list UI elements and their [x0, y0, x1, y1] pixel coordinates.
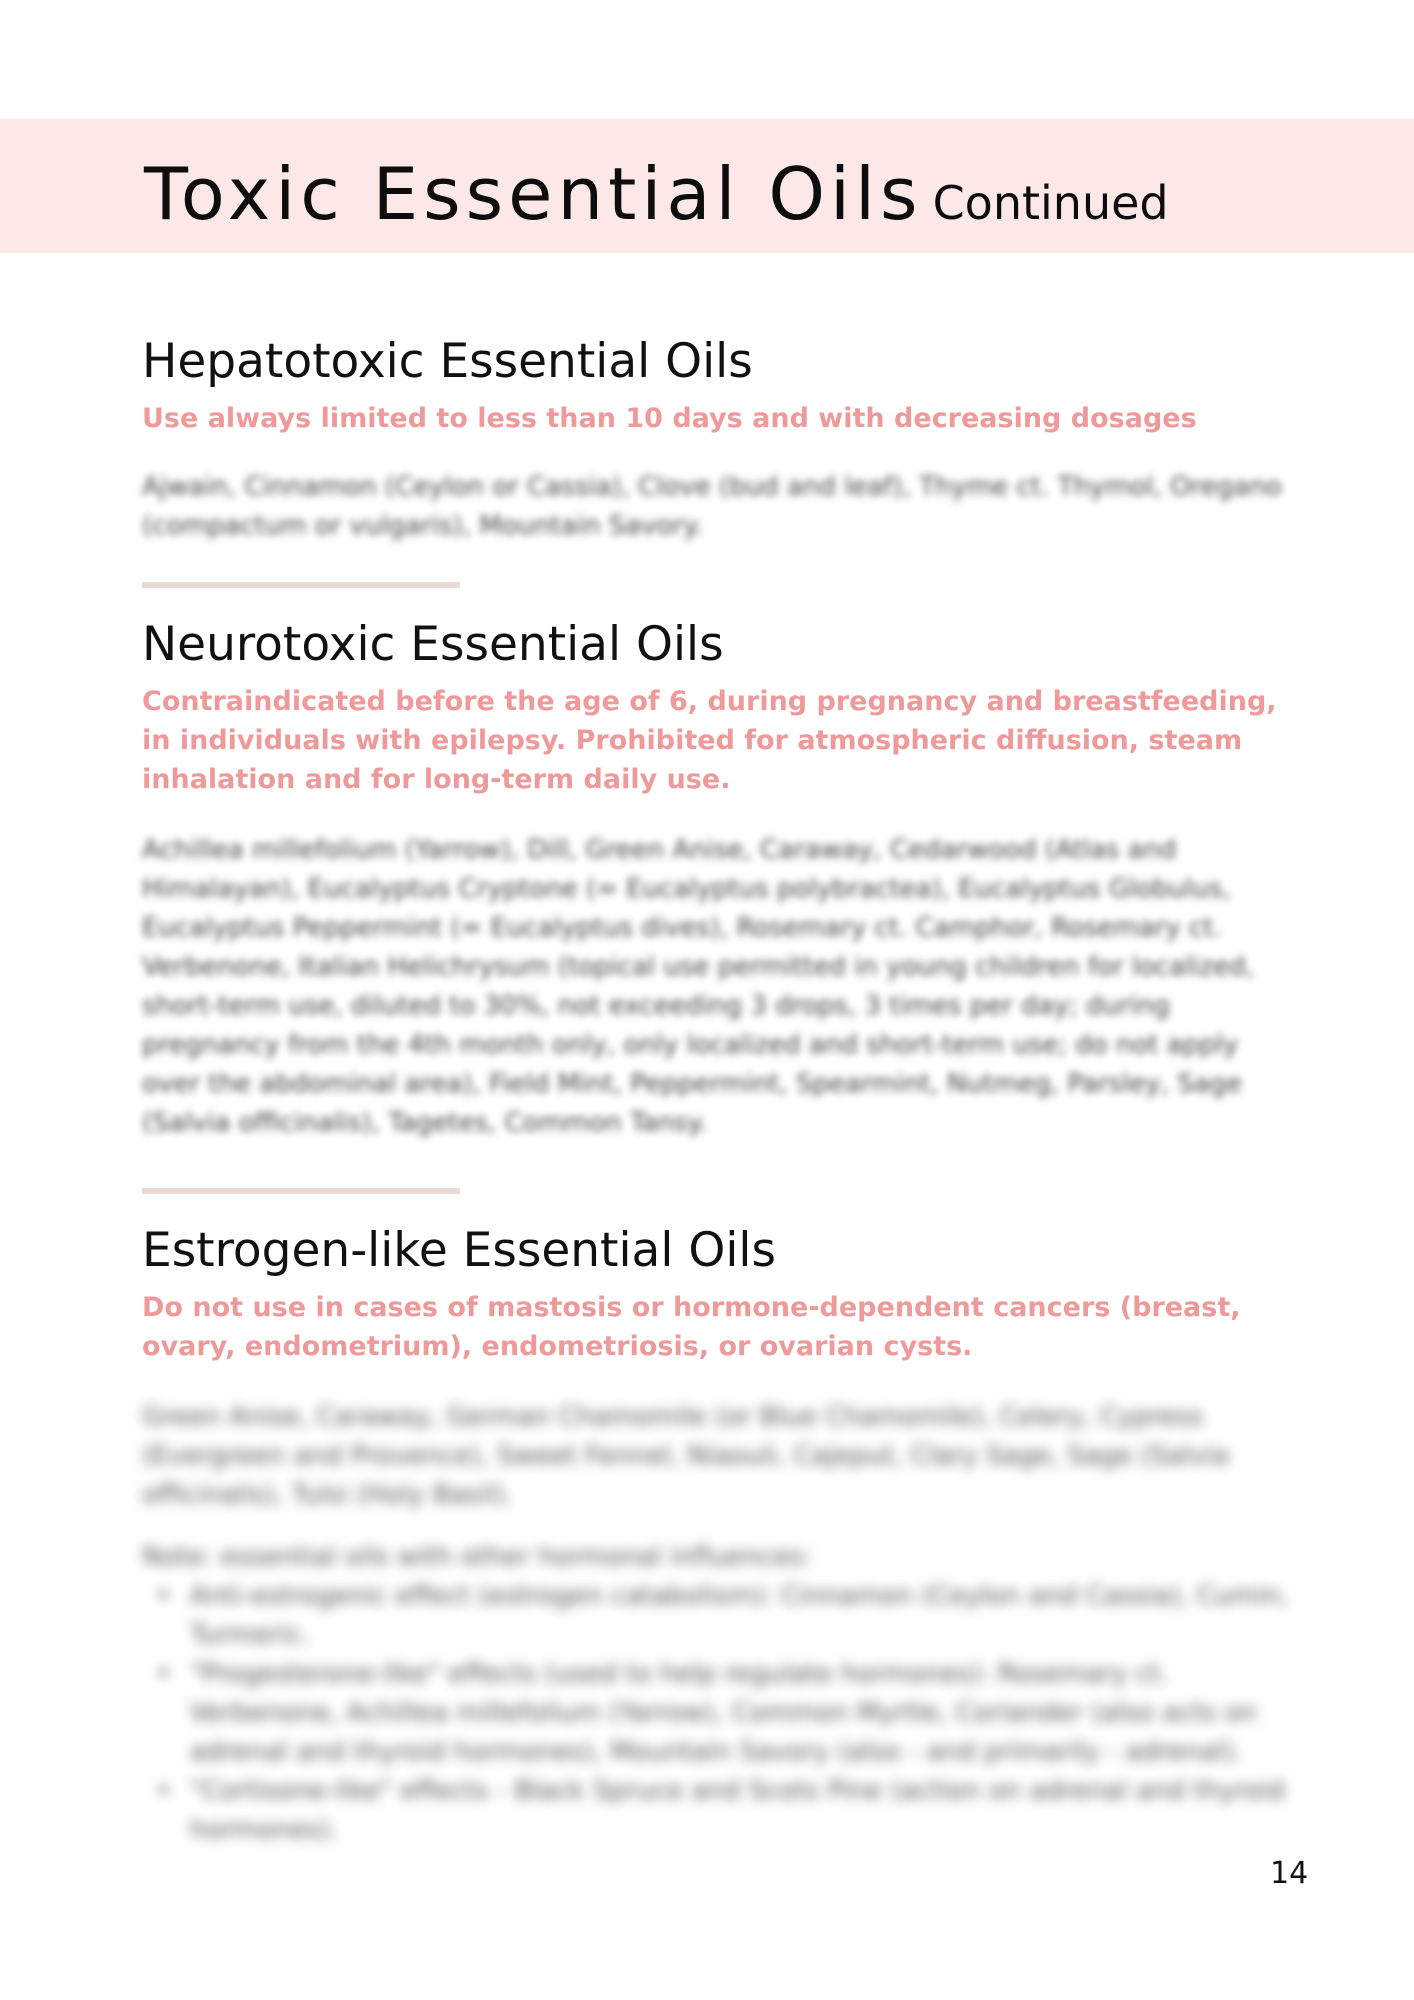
page-number: 14: [1270, 1856, 1309, 1891]
section-hepatotoxic: [142, 333, 1292, 546]
section-heading: Neurotoxic Essential Oils: [142, 617, 724, 672]
list-item: • "Progesterone-like" effects (used to help regulate hormones): Rosemary ct. Verbenone, Achillea millefolium (Yarrow), Common Myrtle, Coriander (also acts on adrenal and thyroid hormones), Mountain Savory (also - and primarily - adrenal).: [142, 1655, 1292, 1772]
section-divider: [142, 582, 460, 588]
section-neurotoxic: [142, 616, 1292, 1143]
hormonal-influences: [142, 1538, 1292, 1850]
page-title-subtitle: Continued: [932, 176, 1169, 230]
section-warning: Use always limited to less than 10 days and with decreasing dosages: [142, 403, 1197, 434]
page-title: [144, 152, 1169, 236]
section-body: Achillea millefolium (Yarrow), Dill, Green Anise, Caraway, Cedarwood (Atlas and Himalayan), Eucalyptus Cryptone (= Eucalyptus polybractea), Eucalyptus Globulus, Eucalyptus Peppermint (= Eucalyptus dives), Rosemary ct. Camphor, Rosemary ct. Verbenone, Italian Helichrysum (topical use permitted in young children for localized, short-term use, diluted to 30%, not exceeding 3 drops, 3 times per day; during pregnancy from the 4th month only, only localized and short-term use; do not apply over the abdominal area), Field Mint, Peppermint, Spearmint, Nutmeg, Parsley, Sage (Salvia officinalis), Tagetes, Common Tansy.: [142, 835, 1254, 1138]
section-body: Green Anise, Caraway, German Chamomile (or Blue Chamomile), Celery, Cypress (Evergreen and Provence), Sweet Fennel, Niaouli, Cajeput, Clary Sage, Sage (Salvia officinalis), Tulsi (Holy Basil).: [142, 1402, 1229, 1510]
section-body: Ajwain, Cinnamon (Ceylon or Cassia), Clove (bud and leaf), Thyme ct. Thymol, Oregano (compactum or vulgaris), Mountain Savory.: [142, 472, 1282, 541]
section-heading: Estrogen-like Essential Oils: [142, 1223, 776, 1278]
section-heading: Hepatotoxic Essential Oils: [142, 334, 753, 389]
page-title-main: Toxic Essential Oils: [144, 152, 923, 236]
hormonal-influences-list: [142, 1577, 1292, 1850]
hormonal-influences-intro: Note: essential oils with other hormonal influences:: [142, 1542, 812, 1572]
section-divider: [142, 1188, 460, 1194]
section-warning: Contraindicated before the age of 6, during pregnancy and breastfeeding, in individuals with epilepsy. Prohibited for atmospheric diffusion, steam inhalation and for long-term daily use.: [142, 686, 1277, 795]
list-item: • Anti-estrogenic effect (estrogen catabolism): Cinnamon (Ceylon and Cassia), Cumin, Turmeric.: [142, 1577, 1292, 1655]
list-item: • "Cortisone-like" effects - Black Spruce and Scots Pine (action on adrenal and thyroid hormones).: [142, 1772, 1292, 1850]
section-warning: Do not use in cases of mastosis or hormone-dependent cancers (breast, ovary, endometrium), endometriosis, or ovarian cysts.: [142, 1292, 1241, 1362]
section-estrogen-like: [142, 1222, 1292, 1515]
